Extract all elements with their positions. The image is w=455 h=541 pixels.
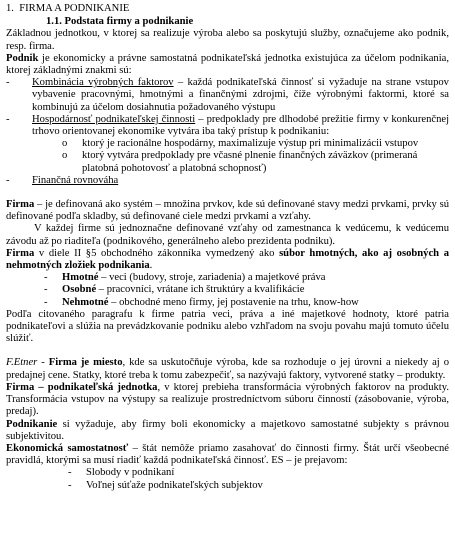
- podnikanie-paragraph: [6, 419, 449, 443]
- intro-paragraph: Základnou jednotkou, v ktorej sa realizuje výroba alebo sa poskytujú služby, označujeme ako podnik, resp. firma.: [6, 28, 449, 52]
- component-desc: – pracovníci, vrátane ich štruktúry a kvalifikácie: [96, 284, 305, 296]
- sub-list-item: [62, 150, 449, 174]
- list-marker: -: [44, 272, 48, 284]
- firma-law-bold: súbor hmotných, ako aj osobných a nehmotných zložiek podnikania: [6, 247, 449, 272]
- list-marker: -: [68, 467, 72, 479]
- firma-law-end: .: [149, 260, 153, 272]
- firma-law-term: Firma: [6, 247, 35, 259]
- es-item-text: Slobody v podnikaní: [86, 467, 175, 479]
- list-item-desc: – predpoklady pre dlhodobé prežitie firmy v konkurenčnej trhovo orientovanej ekonomike vytvára iba taký prístup k podnikaniu:: [32, 113, 450, 138]
- economic-independence-paragraph: [6, 443, 449, 467]
- sub-list-marker: o: [62, 138, 68, 150]
- es-item: [68, 480, 449, 492]
- list-item-text: [32, 114, 449, 138]
- list-item-term: Hospodárnosť podnikateľskej činnosti: [32, 113, 196, 125]
- sub-list-item: [62, 138, 449, 150]
- etner-author: F.Etner: [6, 357, 38, 369]
- firma-unit-paragraph: [6, 382, 449, 419]
- list-item: [6, 77, 449, 114]
- firma-unit-bold: Firma – podnikateľská jednotka: [6, 381, 158, 393]
- es-item-text: Voľnej súťaže podnikateľských subjektov: [86, 479, 263, 491]
- sub-list-item-text: ktorý vytvára predpoklady pre včasné plnenie finančných záväzkov (primeraná platobná pohotovosť a platobná schopnosť): [82, 150, 418, 174]
- list-marker: -: [6, 174, 10, 186]
- economic-independence-bold: Ekonomická samostatnosť: [6, 442, 129, 454]
- list-marker: -: [6, 77, 10, 89]
- component-term: Hmotné: [62, 272, 99, 284]
- list-item-text: [32, 77, 449, 114]
- firma-law-text: v diele II §5 obchodného zákonníka vymedzený ako: [34, 247, 280, 259]
- component-desc: – veci (budovy, stroje, zariadenia) a majetkové práva: [98, 272, 326, 284]
- component-text: [62, 297, 359, 309]
- list-item: [6, 114, 449, 138]
- component-item: [44, 284, 449, 296]
- section-heading: 1.1. Podstata firmy a podnikanie: [46, 16, 194, 28]
- paragraph-citation: Podľa citovaného paragrafu k firme patria veci, práva a iné majetkové hodnoty, ktoré patria podnikateľovi a slúžia na prevádzkovanie podniku alebo vzhľadom na svoju povahu majú tomuto účelu slúžiť.: [6, 308, 449, 345]
- list-marker: -: [44, 296, 48, 308]
- etner-sep: -: [37, 357, 49, 369]
- component-item: [44, 297, 449, 309]
- list-item-term: Kombinácia výrobných faktorov: [32, 77, 174, 89]
- list-marker: -: [44, 284, 48, 296]
- chapter-heading: 1. FIRMA A PODNIKANIE: [6, 3, 130, 14]
- component-item: [44, 272, 449, 284]
- component-term: Osobné: [62, 284, 97, 296]
- firma-relations-paragraph: V každej firme sú jednoznačne definované vzťahy od zamestnanca k vedúcemu, k vedúcemu závodu až po riaditeľa (podnikového, generálneho alebo prezidenta podniku).: [6, 223, 449, 247]
- etner-paragraph: [6, 357, 449, 381]
- firma-law-paragraph: [6, 248, 449, 272]
- component-text: [62, 284, 304, 296]
- list-marker: -: [6, 113, 10, 125]
- sub-list-marker: o: [62, 150, 68, 162]
- list-marker: -: [68, 479, 72, 491]
- podnikanie-bold: Podnikanie: [6, 418, 58, 430]
- list-item-desc: – každá podnikateľská činnosť si vyžaduje na strane vstupov vybavenie pracovnými, hmotnými a finančnými zdrojmi, číže výrobnými faktormi, ktoré sa kombinujú za účelom dosiahnutia požadovaného výstupu: [32, 77, 449, 113]
- es-item: [68, 467, 449, 479]
- component-desc: – obchodné meno firmy, jej postavenie na trhu, know-how: [108, 296, 359, 308]
- firma-term: Firma: [6, 199, 35, 211]
- firma-system-paragraph: [6, 199, 449, 223]
- component-text: [62, 272, 325, 284]
- etner-bold: Firma je miesto: [48, 357, 123, 369]
- list-item: [6, 175, 449, 187]
- economic-independence-text: – štát nemôže priamo zasahovať do činnosti firmy. Štát určí všeobecné pravidlá, ktorými sa musí riadiť každá podnikateľská činnosť. ES – je prejavom:: [6, 442, 449, 467]
- sub-list-item-text: ktorý je racionálne hospodárny, maximalizuje výstup pri minimalizácii vstupov: [82, 138, 419, 150]
- etner-text: , kde sa uskutočňuje výroba, kde sa rozhoduje o jej úrovni a niekedy aj o predajnej cene. Statky, ktoré treba k tomu zabezpečiť, sa nazývajú faktory, vytvorené statky – produkty.: [6, 357, 449, 381]
- firma-definition: – je definovaná ako systém – množina prvkov, kde sú definované stavy medzi prvkami, prvky sú definované podľa skladby, sú definované ciele medzi prvkami a vzťahy.: [6, 199, 449, 223]
- podnik-definition: je ekonomicky a právne samostatná podnikateľská jednotka existujúca za účelom podnikania, ktorej základnými znakmi sú:: [6, 52, 449, 77]
- podnik-term: Podnik: [6, 52, 39, 64]
- firma-unit-text: , v ktorej prebieha transformácia výrobných faktorov na produkty. Transformácia vstupov na výstupy sa realizuje prostredníctvom súboru činností (zásobovanie, výroba, predaj).: [6, 381, 450, 418]
- podnik-paragraph: [6, 53, 449, 77]
- component-term: Nehmotné: [62, 296, 109, 308]
- podnikanie-text: si vyžaduje, aby firmy boli ekonomicky a majetkovo samostatné subjekty s právnou subjektivitou.: [6, 418, 449, 442]
- list-item-term: Finančná rovnováha: [32, 174, 119, 186]
